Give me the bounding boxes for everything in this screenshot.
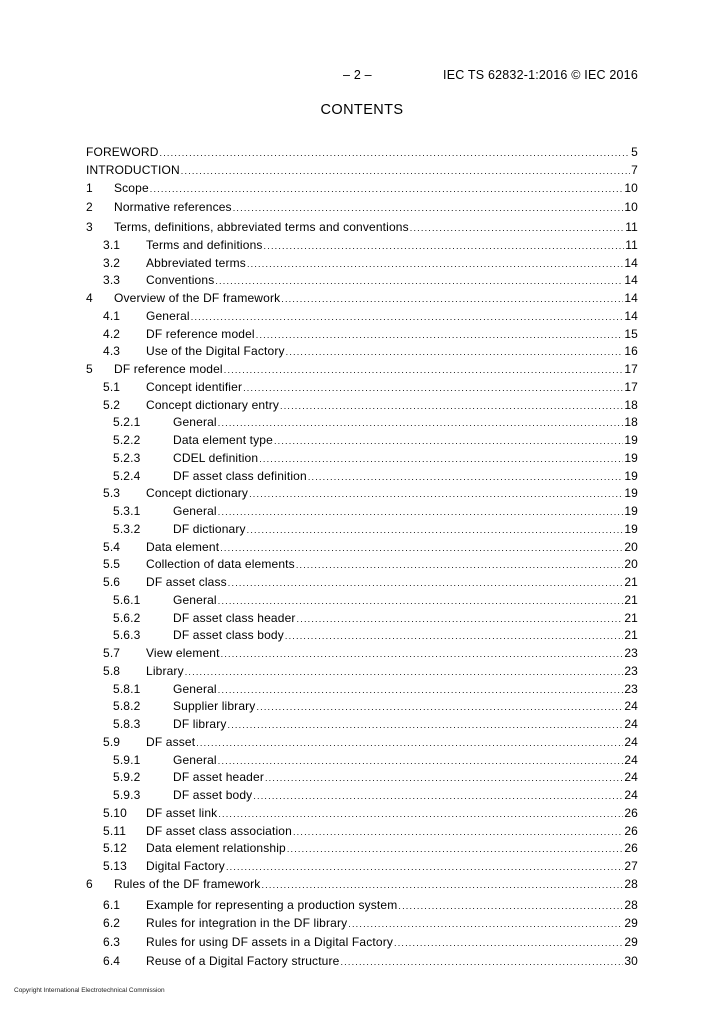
toc-entry-label: DF asset class: [146, 575, 227, 589]
toc-entry[interactable]: [86, 916, 638, 932]
dot-leader: [218, 685, 624, 695]
toc-entry-page: 23: [624, 682, 638, 696]
toc-entry-label: Scope: [114, 181, 149, 195]
toc-entry[interactable]: [86, 504, 638, 520]
dot-leader: [247, 259, 623, 269]
toc-entry[interactable]: [86, 327, 638, 343]
toc-entry-number: 4.2: [103, 327, 121, 341]
toc-entry-page: 24: [624, 717, 638, 731]
toc-entry-page: 10: [624, 200, 638, 214]
toc-entry-label: General: [173, 593, 217, 607]
toc-entry-label: Rules for using DF assets in a Digital Factory: [146, 935, 393, 949]
toc-entry-number: 5.11: [103, 824, 127, 838]
toc-entry-number: 3.1: [103, 238, 121, 252]
toc-entry[interactable]: [86, 593, 638, 609]
dot-leader: [191, 312, 624, 322]
dot-leader: [228, 720, 624, 730]
toc-entry[interactable]: [86, 935, 638, 951]
toc-entry-number: 5.6.1: [113, 593, 141, 607]
page-title: CONTENTS: [320, 102, 404, 118]
toc-entry-label: DF asset class definition: [173, 469, 307, 483]
toc-entry-label: Normative references: [114, 200, 232, 214]
toc-entry[interactable]: [86, 898, 638, 914]
toc-entry-page: 18: [624, 398, 638, 412]
page-number: – 2 –: [343, 68, 372, 82]
toc-entry-page: 21: [624, 575, 638, 589]
toc-entry-label: INTRODUCTION: [86, 163, 180, 177]
toc-entry-label: General: [173, 753, 217, 767]
toc-entry-label: Concept dictionary entry: [146, 398, 279, 412]
toc-entry-number: 4.1: [103, 309, 121, 323]
toc-entry-page: 21: [624, 628, 638, 642]
toc-entry[interactable]: [86, 877, 638, 893]
toc-entry-page: 26: [624, 824, 638, 838]
dot-leader: [410, 223, 624, 233]
dot-leader: [261, 880, 623, 890]
dot-leader: [228, 578, 624, 588]
toc-entry-page: 15: [624, 327, 638, 341]
toc-entry[interactable]: [86, 145, 638, 161]
dot-leader: [224, 365, 624, 375]
toc-entry[interactable]: [86, 682, 638, 698]
dot-leader: [340, 957, 623, 967]
toc-entry[interactable]: [86, 181, 638, 197]
dot-leader: [256, 330, 624, 340]
toc-entry-page: 14: [624, 291, 638, 305]
dot-leader: [308, 472, 624, 482]
toc-entry-number: 3.2: [103, 256, 121, 270]
toc-entry-label: DF reference model: [114, 362, 223, 376]
toc-entry-label: DF asset body: [173, 788, 253, 802]
toc-entry-page: 17: [624, 380, 638, 394]
dot-leader: [218, 596, 624, 606]
toc-entry[interactable]: [86, 344, 638, 360]
toc-entry-label: Concept dictionary: [146, 486, 249, 500]
toc-entry-number: 5.8: [103, 664, 121, 678]
toc-entry-label: General: [173, 682, 217, 696]
toc-entry-number: 3: [86, 220, 93, 234]
toc-entry-label: Concept identifier: [146, 380, 243, 394]
toc-entry-page: 19: [624, 451, 638, 465]
toc-entry-number: 5.13: [103, 859, 127, 873]
dot-leader: [394, 938, 623, 948]
toc-entry-label: Digital Factory: [146, 859, 225, 873]
toc-entry-page: 30: [624, 954, 638, 968]
toc-entry-page: 7: [631, 163, 638, 177]
toc-entry-label: General: [173, 504, 217, 518]
toc-entry-page: 14: [624, 273, 638, 287]
dot-leader: [185, 667, 624, 677]
toc-entry-number: 5.6.3: [113, 628, 141, 642]
toc-entry[interactable]: [86, 859, 638, 875]
toc-entry-label: General: [173, 415, 217, 429]
toc-entry-number: 5.9.2: [113, 770, 141, 784]
dot-leader: [181, 166, 630, 176]
toc-entry-label: Supplier library: [173, 699, 256, 713]
toc-entry-page: 21: [624, 593, 638, 607]
dot-leader: [296, 560, 624, 570]
toc-entry-label: DF asset header: [173, 770, 264, 784]
toc-entry[interactable]: [86, 291, 638, 307]
dot-leader: [218, 418, 624, 428]
toc-entry-number: 5.2.3: [113, 451, 141, 465]
dot-leader: [196, 738, 623, 748]
toc-entry-label: Rules of the DF framework: [114, 877, 261, 891]
toc-entry[interactable]: [86, 309, 638, 325]
toc-entry-page: 18: [624, 415, 638, 429]
toc-entry[interactable]: [86, 806, 638, 822]
dot-leader: [218, 809, 623, 819]
dot-leader: [247, 525, 624, 535]
toc-entry[interactable]: [86, 699, 638, 715]
toc-entry[interactable]: [86, 273, 638, 289]
toc-entry-page: 26: [624, 806, 638, 820]
toc-entry-label: Abbreviated terms: [146, 256, 246, 270]
toc-entry[interactable]: [86, 611, 638, 627]
toc-entry[interactable]: [86, 486, 638, 502]
toc-entry-label: Overview of the DF framework: [114, 291, 281, 305]
toc-entry-number: 5.2.4: [113, 469, 141, 483]
toc-entry[interactable]: [86, 220, 638, 236]
toc-entry-number: 6.3: [103, 935, 121, 949]
toc-entry-page: 24: [624, 770, 638, 784]
toc-entry-page: 24: [624, 788, 638, 802]
toc-entry-number: 5.8.3: [113, 717, 141, 731]
toc-entry-number: 5.4: [103, 540, 121, 554]
toc-entry-label: Rules for integration in the DF library: [146, 916, 348, 930]
dot-leader: [226, 862, 623, 872]
toc-entry-number: 5.7: [103, 646, 121, 660]
toc-entry-page: 19: [624, 504, 638, 518]
toc-entry-page: 24: [624, 753, 638, 767]
toc-entry-page: 19: [624, 469, 638, 483]
toc-entry-page: 11: [625, 238, 638, 252]
toc-entry-label: Collection of data elements: [146, 557, 295, 571]
toc-entry-number: 4: [86, 291, 93, 305]
toc-entry[interactable]: [86, 788, 638, 804]
toc-entry-label: DF asset link: [146, 806, 218, 820]
toc-entry-label: Reuse of a Digital Factory structure: [146, 954, 340, 968]
toc-entry-page: 29: [624, 916, 638, 930]
toc-entry[interactable]: [86, 163, 638, 179]
dot-leader: [253, 791, 623, 801]
dot-leader: [218, 756, 624, 766]
toc-entry-page: 24: [624, 735, 638, 749]
toc-entry-number: 6.1: [103, 898, 121, 912]
toc-entry[interactable]: [86, 522, 638, 538]
dot-leader: [160, 148, 631, 158]
toc-entry-page: 23: [624, 664, 638, 678]
dot-leader: [215, 276, 623, 286]
page-header: [0, 68, 724, 84]
toc-entry-page: 14: [624, 309, 638, 323]
toc-entry[interactable]: [86, 415, 638, 431]
toc-entry-page: 20: [624, 540, 638, 554]
dot-leader: [287, 844, 624, 854]
copyright-footer: Copyright International Electrotechnical Commission: [14, 987, 165, 994]
toc-entry-number: 6.4: [103, 954, 121, 968]
dot-leader: [274, 436, 623, 446]
toc-entry-label: Data element: [146, 540, 220, 554]
toc-entry-label: Data element relationship: [146, 841, 286, 855]
dot-leader: [264, 241, 625, 251]
toc-entry-page: 28: [624, 877, 638, 891]
toc-entry[interactable]: [86, 717, 638, 733]
toc-entry[interactable]: [86, 841, 638, 857]
dot-leader: [256, 702, 623, 712]
toc-entry[interactable]: [86, 200, 638, 216]
toc-entry-number: 5.8.1: [113, 682, 141, 696]
toc-entry[interactable]: [86, 770, 638, 786]
toc-entry-number: 6.2: [103, 916, 121, 930]
toc-entry-number: 5.6.2: [113, 611, 141, 625]
dot-leader: [285, 631, 623, 641]
toc-entry[interactable]: [86, 575, 638, 591]
toc-entry-number: 5.3: [103, 486, 121, 500]
dot-leader: [259, 454, 623, 464]
toc-entry-number: 5.2.2: [113, 433, 141, 447]
toc-entry-page: 17: [624, 362, 638, 376]
toc-entry[interactable]: [86, 398, 638, 414]
dot-leader: [293, 827, 623, 837]
toc-entry-number: 5.12: [103, 841, 127, 855]
toc-entry-page: 16: [624, 344, 638, 358]
toc-entry[interactable]: [86, 540, 638, 556]
toc-entry-label: DF reference model: [146, 327, 255, 341]
toc-entry-page: 10: [624, 181, 638, 195]
toc-entry-number: 1: [86, 181, 93, 195]
dot-leader: [281, 294, 623, 304]
toc-entry-label: DF dictionary: [173, 522, 246, 536]
toc-entry-number: 5.9.3: [113, 788, 141, 802]
dot-leader: [150, 184, 624, 194]
toc-entry[interactable]: [86, 380, 638, 396]
toc-entry-number: 5.9: [103, 735, 121, 749]
toc-entry-number: 5.8.2: [113, 699, 141, 713]
toc-entry[interactable]: [86, 256, 638, 272]
toc-entry-page: 19: [624, 433, 638, 447]
toc-entry-page: 28: [624, 898, 638, 912]
toc-entry[interactable]: [86, 433, 638, 449]
toc-entry-label: General: [146, 309, 190, 323]
toc-entry-number: 5.3.1: [113, 504, 141, 518]
toc-entry[interactable]: [86, 664, 638, 680]
toc-entry-label: Use of the Digital Factory: [146, 344, 285, 358]
toc-entry-number: 2: [86, 200, 93, 214]
toc-entry[interactable]: [86, 362, 638, 378]
dot-leader: [286, 347, 624, 357]
toc-entry[interactable]: [86, 954, 638, 970]
toc-entry-label: Example for representing a production system: [146, 898, 398, 912]
toc-entry-number: 4.3: [103, 344, 121, 358]
toc-entry[interactable]: [86, 451, 638, 467]
dot-leader: [398, 901, 623, 911]
standard-reference: IEC TS 62832-1:2016 © IEC 2016: [443, 68, 638, 82]
toc-entry-label: Conventions: [146, 273, 215, 287]
toc-entry[interactable]: [86, 628, 638, 644]
toc-entry-number: 5.9.1: [113, 753, 141, 767]
toc-entry-page: 21: [624, 611, 638, 625]
toc-entry-label: FOREWORD: [86, 145, 159, 159]
dot-leader: [243, 383, 623, 393]
toc-entry-number: 5.5: [103, 557, 121, 571]
toc-entry-label: DF asset: [146, 735, 196, 749]
toc-entry-number: 5.1: [103, 380, 121, 394]
toc-entry-label: DF asset class header: [173, 611, 296, 625]
toc-entry[interactable]: [86, 753, 638, 769]
toc-entry-page: 23: [624, 646, 638, 660]
toc-entry-page: 19: [624, 522, 638, 536]
toc-entry-page: 29: [624, 935, 638, 949]
toc-entry-page: 5: [631, 145, 638, 159]
toc-entry-number: 5: [86, 362, 93, 376]
dot-leader: [297, 614, 624, 624]
toc-entry-label: Terms, definitions, abbreviated terms and conventions: [114, 220, 409, 234]
toc-entry[interactable]: [86, 735, 638, 751]
dot-leader: [233, 203, 624, 213]
dot-leader: [221, 649, 624, 659]
toc-entry-label: Data element type: [173, 433, 273, 447]
toc-entry-number: 5.2: [103, 398, 121, 412]
dot-leader: [220, 543, 623, 553]
toc-entry-number: 5.10: [103, 806, 127, 820]
dot-leader: [348, 919, 623, 929]
dot-leader: [280, 401, 623, 411]
toc-entry-number: 5.3.2: [113, 522, 141, 536]
dot-leader: [218, 507, 624, 517]
toc-entry-label: Library: [146, 664, 184, 678]
toc-entry[interactable]: [86, 824, 638, 840]
toc-entry-page: 19: [624, 486, 638, 500]
dot-leader: [265, 773, 623, 783]
toc-entry-label: CDEL definition: [173, 451, 259, 465]
toc-entry-page: 20: [624, 557, 638, 571]
toc-entry-label: DF asset class body: [173, 628, 284, 642]
toc-entry-page: 11: [625, 220, 638, 234]
toc-entry[interactable]: [86, 238, 638, 254]
toc-entry-label: DF library: [173, 717, 227, 731]
toc-entry-page: 26: [624, 841, 638, 855]
toc-entry-page: 14: [624, 256, 638, 270]
toc-entry-number: 6: [86, 877, 93, 891]
toc-entry-label: Terms and definitions: [146, 238, 263, 252]
toc-entry[interactable]: [86, 557, 638, 573]
toc-entry-label: DF asset class association: [146, 824, 292, 838]
toc-entry-label: View element: [146, 646, 220, 660]
toc-entry-number: 5.6: [103, 575, 121, 589]
dot-leader: [249, 489, 623, 499]
toc-entry[interactable]: [86, 646, 638, 662]
toc-entry-page: 27: [624, 859, 638, 873]
toc-entry[interactable]: [86, 469, 638, 485]
toc-entry-number: 3.3: [103, 273, 121, 287]
toc-entry-number: 5.2.1: [113, 415, 141, 429]
toc-entry-page: 24: [624, 699, 638, 713]
